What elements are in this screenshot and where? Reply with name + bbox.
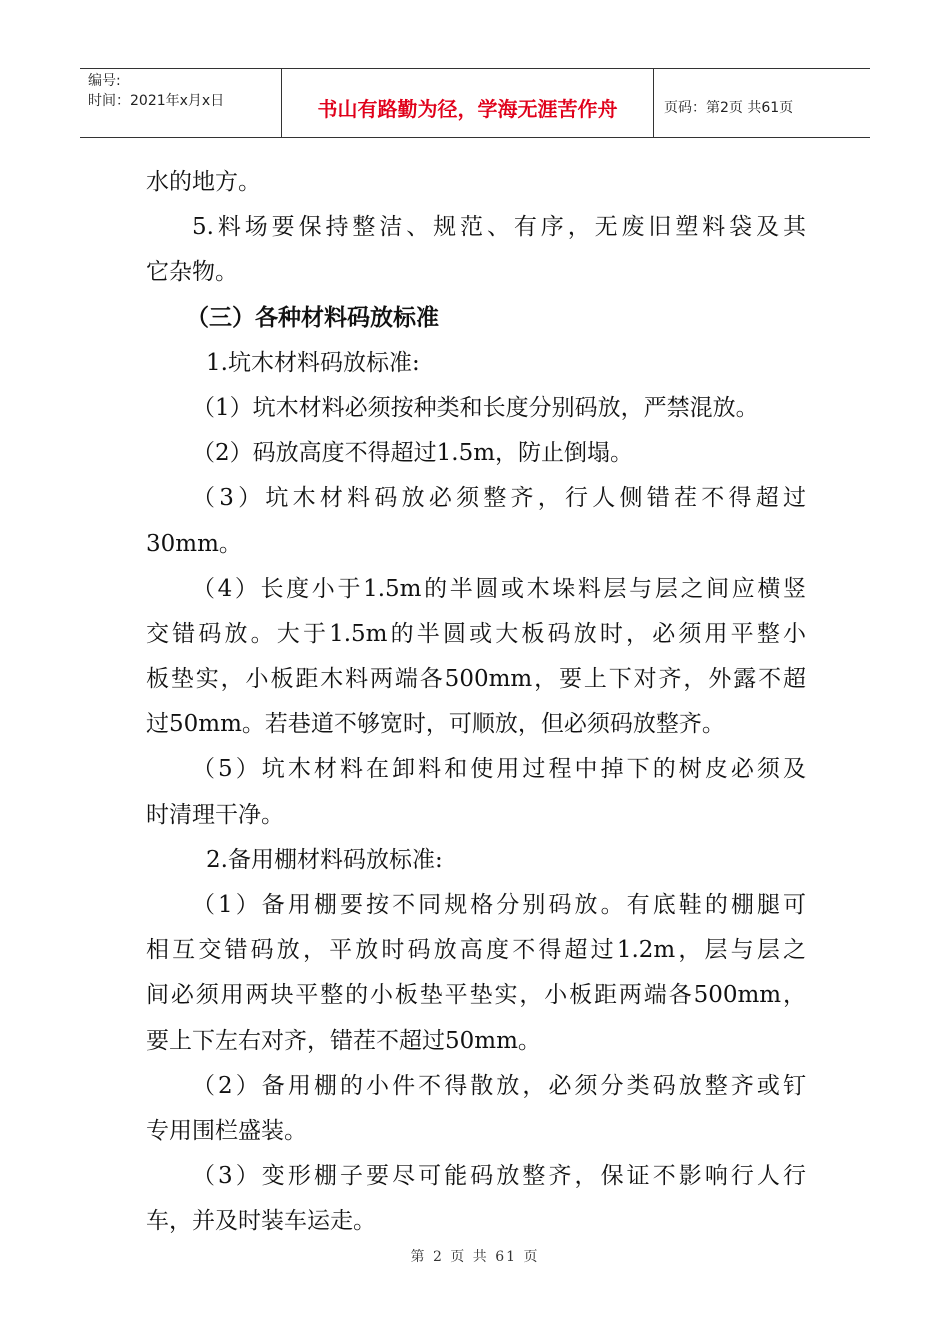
document-time: 时间：2021年x月x日 (88, 93, 225, 109)
paragraph-line: 交错码放。大于1.5m的半圆或大板码放时，必须用平整小 (146, 620, 806, 647)
paragraph-line: （4）长度小于1.5m的半圆或木垛料层与层之间应横竖 (192, 575, 806, 602)
paragraph-line: （3）变形棚子要尽可能码放整齐，保证不影响行人行 (192, 1163, 806, 1190)
paragraph-line: 专用围栏盛装。 (146, 1117, 307, 1144)
page-footer: 第 2 页 共 61 页 (410, 1249, 540, 1265)
subsection-heading: 1.坑木材料码放标准: (206, 349, 420, 376)
header-meta (80, 69, 282, 137)
paragraph-line: （5）坑木材料在卸料和使用过程中掉下的树皮必须及 (192, 756, 806, 783)
paragraph-line: （1）坑木材料必须按种类和长度分别码放，严禁混放。 (192, 394, 759, 421)
page-header (80, 68, 870, 138)
document-body (146, 160, 806, 1245)
paragraph-line: （2）备用棚的小件不得散放，必须分类码放整齐或钉 (192, 1072, 806, 1099)
paragraph-line: 时清理干净。 (146, 801, 284, 828)
paragraph-line: （2）码放高度不得超过1.5m，防止倒塌。 (192, 440, 634, 467)
header-motto: 书山有路勤为径，学海无涯苦作舟 (282, 69, 654, 137)
paragraph-line: 车，并及时装车运走。 (146, 1208, 376, 1235)
paragraph-line: 相互交错码放，平放时码放高度不得超过1.2m，层与层之 (146, 937, 806, 964)
paragraph-line: 板垫实，小板距木料两端各500mm，要上下对齐，外露不超 (146, 666, 806, 693)
section-heading: （三）各种材料码放标准 (186, 304, 439, 331)
paragraph-line: 30mm。 (146, 530, 242, 557)
paragraph-line: 要上下左右对齐，错茬不超过50mm。 (146, 1027, 541, 1054)
paragraph-line: 过50mm。若巷道不够宽时，可顺放，但必须码放整齐。 (146, 711, 725, 738)
paragraph-line: 水的地方。 (146, 169, 261, 195)
paragraph-line: 间必须用两块平整的小板垫平垫实，小板距两端各500mm， (146, 982, 806, 1009)
paragraph-line: （3）坑木材料码放必须整齐，行人侧错茬不得超过 (192, 485, 806, 512)
document-number-label: 编号: (88, 73, 121, 89)
header-page-info: 页码：第2页 共61页 (664, 100, 794, 116)
subsection-heading: 2.备用棚材料码放标准: (206, 846, 443, 873)
paragraph-line: （1）备用棚要按不同规格分别码放。有底鞋的棚腿可 (192, 892, 806, 918)
paragraph-line: 5.料场要保持整洁、规范、有序，无废旧塑料袋及其 (192, 214, 806, 241)
paragraph-line: 它杂物。 (146, 259, 238, 286)
